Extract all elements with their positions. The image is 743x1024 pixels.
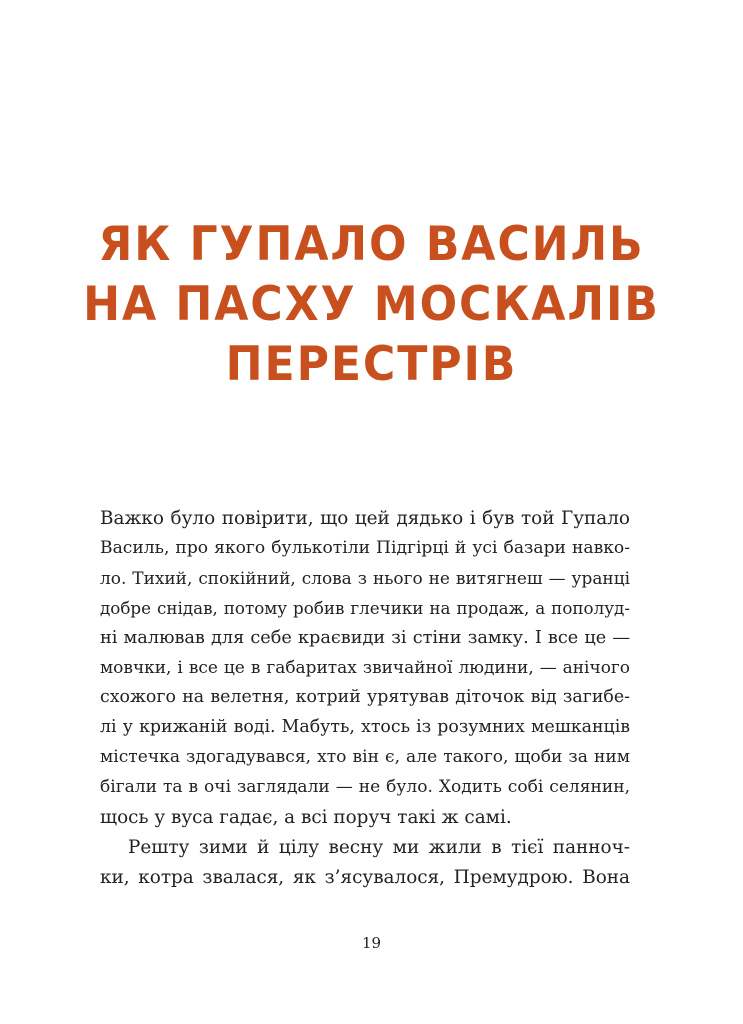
text-line: Решту зими й цілу весну ми жили в тієї панноч-: [128, 836, 630, 858]
text-line: ки, котра звалася, як з’ясувалося, Премудрою. Вона: [100, 866, 630, 888]
text-line: добре снідав, потому робив глечики на продаж, а пополуд-: [100, 597, 630, 618]
text-line: містечка здогадувався, хто він є, але такого, щоби за ним: [100, 747, 630, 768]
chapter-title: [0, 215, 743, 395]
text-line: ні малював для себе краєвиди зі стіни замку. І все це —: [100, 627, 630, 648]
text-line: бігали та в очі заглядали — не було. Ходить собі селянин,: [100, 777, 630, 798]
text-line: Важко було повірити, що цей дядько і був той Гупало: [100, 508, 630, 529]
chapter-title-line: ЯК ГУПАЛО ВАСИЛЬ: [98, 217, 645, 272]
text-line: схожого на велетня, котрий урятував діточок від загибе-: [100, 687, 630, 708]
page-number: 19: [361, 934, 382, 952]
text-line: мовчки, і все це в габаритах звичайної людини, — анічого: [100, 657, 630, 678]
body-text: [100, 504, 630, 893]
text-line: лі у крижаній воді. Мабуть, хтось із розумних мешканців: [100, 717, 630, 738]
text-line: Василь, про якого булькотіли Підгірці й усі базари навко-: [100, 537, 630, 558]
chapter-title-line: НА ПАСХУ МОСКАЛІВ: [83, 277, 660, 332]
chapter-title-line: ПЕРЕСТРІВ: [225, 337, 518, 392]
text-line: щось у вуса гадає, а всі поруч такі ж самі.: [100, 806, 512, 828]
text-line: ло. Тихий, спокійний, слова з нього не витягнеш — уранці: [100, 567, 630, 588]
